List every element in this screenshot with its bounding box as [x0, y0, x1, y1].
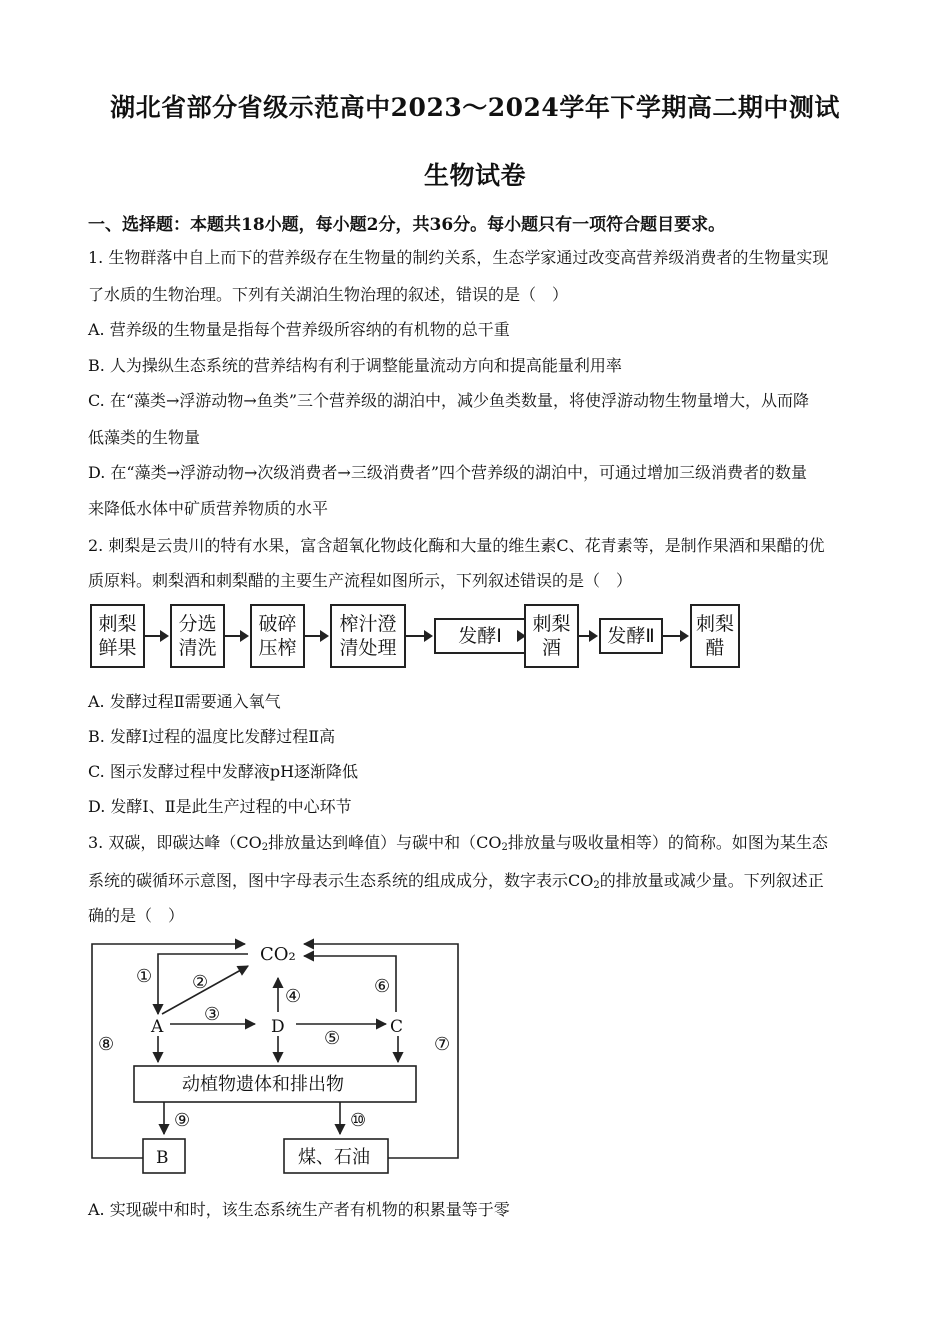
flow-arrow — [661, 635, 687, 637]
arrow-8 — [92, 944, 245, 1158]
label-1: ① — [136, 966, 153, 987]
section-heading: 一、选择题：本题共18小题，每小题2分，共36分。每小题只有一项符合题目要求。 — [88, 215, 726, 235]
q1-option-c-line2: 低藻类的生物量 — [88, 428, 201, 447]
q2-stem-line2: 质原料。刺梨酒和刺梨醋的主要生产流程如图所示，下列叙述错误的是（ ） — [88, 571, 633, 590]
node-c: C — [390, 1017, 404, 1037]
q3-option-a: A. 实现碳中和时，该生态系统生产者有机物的积累量等于零 — [88, 1200, 510, 1219]
q1-option-d-line1: D. 在“藻类→浮游动物→次级消费者→三级消费者”四个营养级的湖泊中，可通过增加三级消费者的数量 — [88, 463, 808, 482]
carbon-cycle-diagram — [88, 936, 468, 1180]
flow-arrow — [223, 635, 247, 637]
q2-option-c: C. 图示发酵过程中发酵液pH逐渐降低 — [88, 762, 359, 781]
flow-arrow — [404, 635, 431, 637]
flow-step-sort-wash: 分选 清洗 — [170, 604, 225, 668]
node-a: A — [151, 1017, 164, 1037]
label-8: ⑧ — [98, 1034, 115, 1055]
q2-stem-line1: 2. 刺梨是云贵川的特有水果，富含超氧化物歧化酶和大量的维生素C、花青素等，是制作果酒和果醋的优 — [88, 536, 825, 555]
label-6: ⑥ — [374, 976, 391, 997]
flow-step-fresh-fruit: 刺梨 鲜果 — [90, 604, 145, 668]
production-flowchart — [88, 604, 768, 670]
remains-label: 动植物遗体和排出物 — [182, 1074, 344, 1095]
flow-step-vinegar: 刺梨 醋 — [690, 604, 740, 668]
q3-stem-line2: 系统的碳循环示意图，图中字母表示生态系统的组成成分，数字表示$CO_2$的排放量或减少量。下列叙述正 — [88, 871, 824, 891]
q3-stem-line1: 3. 双碳，即碳达峰（$CO_2$排放量达到峰值）与碳中和（$CO_2$排放量与吸收量相等）的简称。如图为某生态 — [88, 833, 828, 853]
flow-step-fermentation-2: 发酵Ⅱ — [599, 618, 663, 654]
flow-arrow — [577, 635, 596, 637]
exam-title: 湖北省部分省级示范高中2023～2024学年下学期高二期中测试 — [110, 93, 840, 122]
node-b: B — [156, 1148, 169, 1168]
coal-oil-label: 煤、石油 — [298, 1147, 370, 1168]
flow-step-wine: 刺梨 酒 — [524, 604, 579, 668]
co2-label: CO₂ — [260, 944, 296, 965]
label-5: ⑤ — [324, 1028, 341, 1049]
label-9: ⑨ — [174, 1110, 191, 1131]
q1-option-d-line2: 来降低水体中矿质营养物质的水平 — [88, 499, 329, 518]
node-d: D — [271, 1017, 285, 1037]
label-10: ⑩ — [350, 1110, 367, 1131]
q1-stem-line1: 1. 生物群落中自上而下的营养级存在生物量的制约关系，生态学家通过改变高营养级消费者的生物量实现 — [88, 248, 829, 267]
label-3: ③ — [204, 1004, 221, 1025]
q2-option-a: A. 发酵过程Ⅱ需要通入氧气 — [88, 692, 281, 711]
flow-step-crush-press: 破碎 压榨 — [250, 604, 305, 668]
flow-step-juice-clarify: 榨汁澄 清处理 — [330, 604, 406, 668]
q1-option-a: A. 营养级的生物量是指每个营养级所容纳的有机物的总干重 — [88, 320, 510, 339]
label-7: ⑦ — [434, 1034, 451, 1055]
q3-stem-line3: 确的是（ ） — [88, 906, 185, 925]
q2-option-b: B. 发酵Ⅰ过程的温度比发酵过程Ⅱ高 — [88, 727, 336, 746]
flow-step-fermentation-1: 发酵Ⅰ — [434, 618, 526, 654]
exam-subject: 生物试卷 — [423, 161, 526, 190]
flow-arrow — [303, 635, 327, 637]
flow-arrow — [143, 635, 167, 637]
q1-option-b: B. 人为操纵生态系统的营养结构有利于调整能量流动方向和提高能量利用率 — [88, 356, 622, 375]
q1-option-c-line1: C. 在“藻类→浮游动物→鱼类”三个营养级的湖泊中，减少鱼类数量，将使浮游动物生物量增大，从而降 — [88, 391, 810, 410]
label-4: ④ — [285, 986, 302, 1007]
q2-option-d: D. 发酵Ⅰ、Ⅱ是此生产过程的中心环节 — [88, 797, 352, 816]
q1-stem-line2: 了水质的生物治理。下列有关湖泊生物治理的叙述，错误的是（ ） — [88, 285, 569, 304]
label-2: ② — [192, 972, 209, 993]
